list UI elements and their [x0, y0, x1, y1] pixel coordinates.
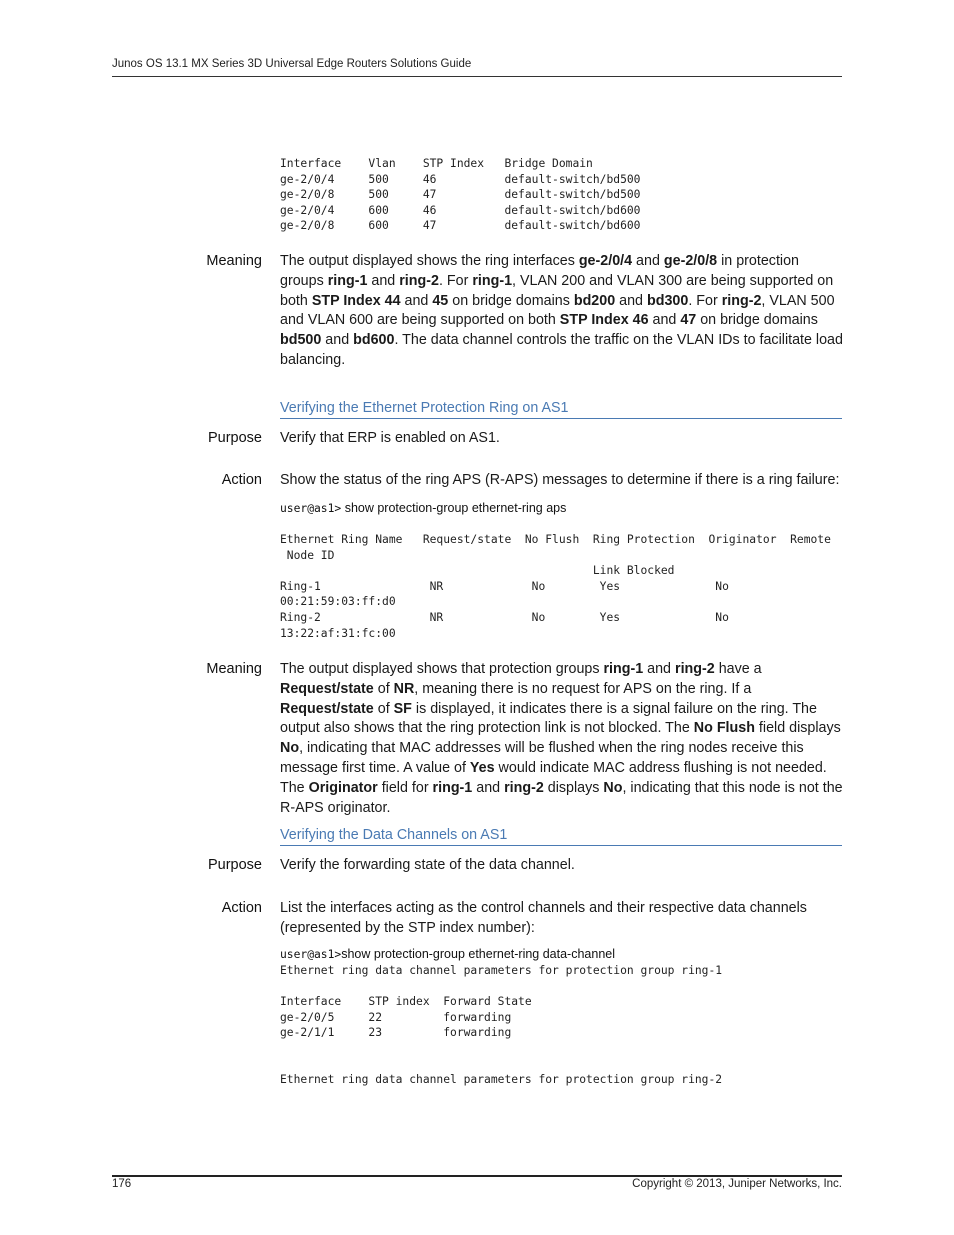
- inline-term: ring-2: [504, 779, 544, 796]
- cli-prompt: user@as1>: [280, 502, 342, 515]
- action-label-2: Action: [221, 900, 262, 916]
- stp-table-output: Interface Vlan STP Index Bridge Domain ge-2/0/4 500 46 default-switch/bd500 ge-2/0/8 500 47 default-switch/bd500 ge-2/0/4 600 46 default-switch/bd600 ge-2/0/8 600 47 default-switch/bd600: [280, 157, 641, 233]
- inline-term: ring-2: [399, 272, 439, 289]
- cli-command: show protection-group ethernet-ring data-channel: [341, 947, 615, 961]
- inline-term: ring-1: [472, 272, 513, 289]
- data-channel-output-ring-2: Ethernet ring data channel parameters for protection group ring-2: [280, 1073, 723, 1086]
- inline-term: bd300: [646, 292, 689, 309]
- purpose-text-erp: Verify that ERP is enabled on AS1.: [280, 430, 500, 446]
- section-title-erp: Verifying the Ethernet Protection Ring on AS1: [280, 400, 842, 419]
- inline-term: Request/state: [280, 680, 374, 697]
- inline-term: SF: [393, 700, 412, 717]
- action-text-erp: Show the status of the ring APS (R-APS) messages to determine if there is a ring failure:: [280, 472, 840, 488]
- inline-term: No Flush: [693, 720, 755, 737]
- meaning-paragraph-2: The output displayed shows that protection groups ring-1 and ring-2 have a Request/state of NR, meaning there is no request for APS on the ring. If a Request/state of SF is displayed, it indicates there is a signal failure on the ring. The output also shows that the ring protection link is not blocked. The No Flush field displays No, indicating that MAC addresses will be flushed when the ring nodes receive this message first time. A value of Yes would indicate MAC address flushing is not needed. The Originator field for ring-1 and ring-2 displays No, indicating that this node is not the R-APS originator.: [280, 661, 843, 816]
- inline-term: ring-1: [603, 661, 644, 677]
- inline-term: bd600: [353, 332, 395, 349]
- section-title-data-channels: Verifying the Data Channels on AS1: [280, 827, 842, 846]
- inline-term: ring-1: [327, 272, 368, 289]
- command-line-data-channel: [280, 947, 615, 961]
- meaning-label-1: Meaning: [206, 253, 262, 269]
- meaning-label-2: Meaning: [206, 661, 262, 677]
- inline-term: ring-1: [432, 779, 473, 796]
- inline-term: ge-2/0/8: [663, 253, 718, 269]
- purpose-label-2: Purpose: [207, 857, 262, 873]
- inline-term: ring-2: [721, 292, 762, 309]
- inline-term: 45: [432, 292, 449, 309]
- inline-term: Originator: [308, 779, 378, 796]
- cli-command: show protection-group ethernet-ring aps: [344, 501, 567, 515]
- page-number: 176: [112, 1178, 132, 1190]
- inline-term: STP Index 46: [559, 312, 649, 329]
- action-label-1: Action: [221, 472, 262, 488]
- ring-aps-output: Ethernet Ring Name Request/state No Flush Ring Protection Originator Remote Node ID Link Blocked Ring-1 NR No Yes No 00:21:59:03:ff:d0 Ring-2 NR No Yes No 13:22:af:31:fc:00: [280, 533, 831, 640]
- footer-rule: [112, 1175, 842, 1177]
- header-rule: [112, 76, 842, 77]
- cli-prompt: user@as1>: [280, 948, 342, 961]
- meaning-paragraph-1: The output displayed shows the ring interfaces ge-2/0/4 and ge-2/0/8 in protection groups ring-1 and ring-2. For ring-1, VLAN 200 and VLAN 300 are being supported on both STP Index 44 and 45 on bridge domains bd200 and bd300. For ring-2, VLAN 500 and VLAN 600 are being supported on both STP Index 46 and 47 on bridge domains bd500 and bd600. The data channel controls the traffic on the VLAN IDs to facilitate load balancing.: [280, 253, 843, 368]
- inline-term: bd200: [573, 292, 616, 309]
- inline-term: Yes: [469, 759, 495, 776]
- inline-term: ge-2/0/4: [578, 253, 633, 269]
- purpose-text-dc: Verify the forwarding state of the data channel.: [280, 857, 575, 873]
- inline-term: STP Index 44: [311, 292, 401, 309]
- inline-term: Request/state: [280, 700, 374, 717]
- inline-term: NR: [393, 680, 415, 697]
- copyright-notice: Copyright © 2013, Juniper Networks, Inc.: [632, 1178, 842, 1190]
- running-header: Junos OS 13.1 MX Series 3D Universal Edge Routers Solutions Guide: [112, 58, 472, 70]
- action-text-dc: List the interfaces acting as the control channels and their respective data channels (represented by the STP index number):: [280, 900, 807, 936]
- command-line-aps: [280, 501, 566, 515]
- inline-term: bd500: [280, 332, 322, 349]
- data-channel-output-ring-1: Ethernet ring data channel parameters for protection group ring-1 Interface STP index Forward State ge-2/0/5 22 forwarding ge-2/1/1 23 forwarding: [280, 964, 723, 1040]
- inline-term: No: [280, 740, 300, 757]
- inline-term: 47: [680, 312, 697, 329]
- purpose-label-1: Purpose: [207, 430, 262, 446]
- inline-term: No: [603, 779, 623, 796]
- inline-term: ring-2: [675, 661, 715, 677]
